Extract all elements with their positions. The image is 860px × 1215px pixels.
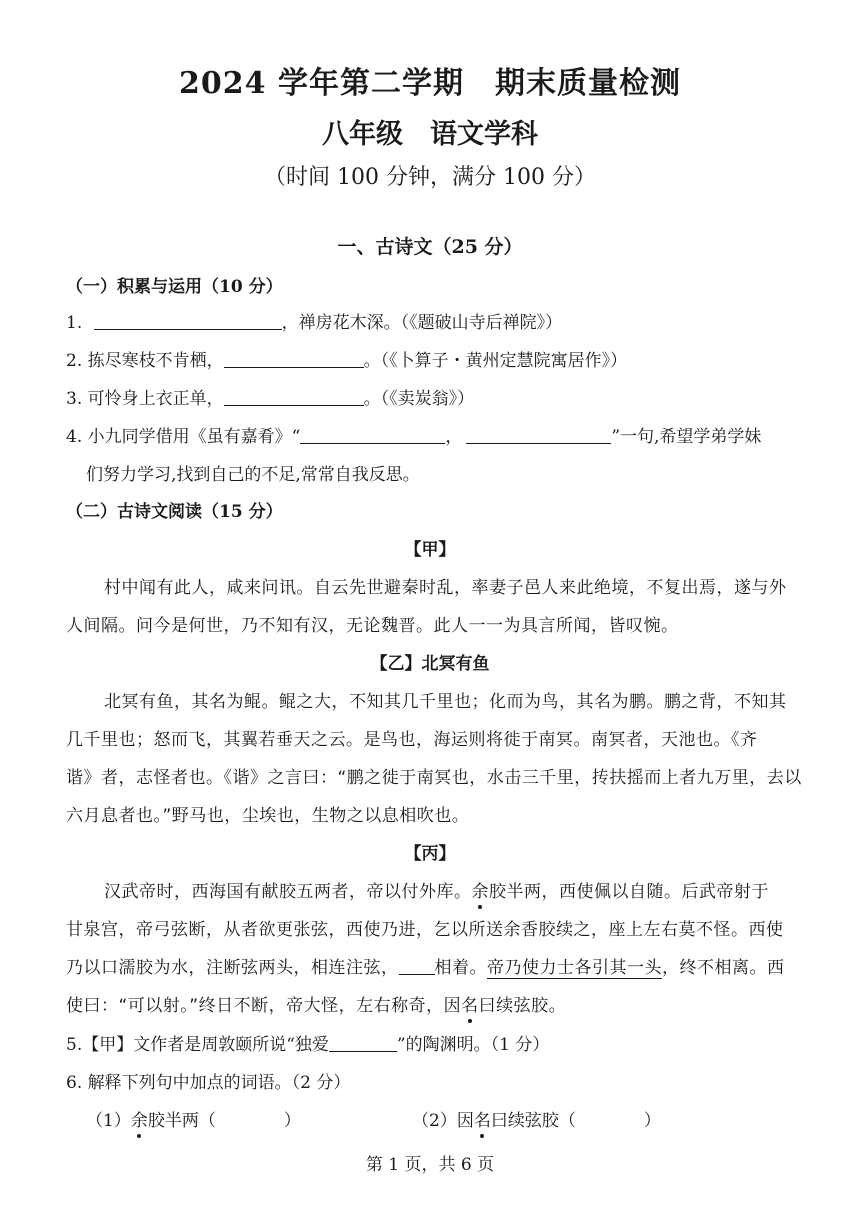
exam-time-note: （时间 100 分钟，满分 100 分） [264,165,596,190]
passage-yi-line-4: 六月息者也。”野马也，尘埃也，生物之以息相吹也。 [66,806,470,826]
exam-title: 2024 学年第二学期 期末质量检测 [179,66,681,101]
question-4-line-2: 们努力学习,找到自己的不足,常常自我反思。 [86,465,420,485]
passage-bing-line-4 [66,991,566,1016]
question-6-item-2b: 曰续弦胶（ ） [490,1111,661,1131]
question-1 [66,308,562,333]
question-3-prefix: 3. 可怜身上衣正单， [66,389,224,409]
question-5-suffix: ”的陶渊明。（1 分） [396,1035,550,1055]
question-6-item-2[interactable] [412,1106,661,1131]
answer-blank-3[interactable] [224,387,364,406]
answer-blank-5[interactable] [329,1033,397,1052]
question-3-text: 。（《卖炭翁》） [363,389,475,409]
passage-yi-line-3: 谐》者，志怪者也。《谐》之言曰：“鹏之徙于南冥也，水击三千里，抟扶摇而上者九万里，去以 [66,768,802,788]
passage-bing-line-1b: 胶半两，西使佩以自随。后武帝射于 [489,882,769,902]
question-6-item-2a: （2）因 [412,1111,474,1131]
passage-bing-line-3 [66,953,785,978]
answer-blank-4a[interactable] [300,425,445,444]
passage-bing-line-3c: ，终不相离。西 [662,958,785,978]
question-4-suffix: ”一句,希望学弟学妹 [611,427,762,447]
question-1-number: 1. [66,313,83,333]
question-4-prefix: 4. 小九同学借用《虽有嘉肴》“ [66,427,301,447]
question-5-prefix: 5.【甲】文作者是周敦颐所说“独爱 [66,1035,329,1055]
passage-bing-heading: 【丙】 [404,844,456,864]
question-6: 6. 解释下列句中加点的词语。（2 分） [66,1073,351,1093]
passage-yi-heading: 【乙】北冥有鱼 [370,654,490,674]
question-5 [66,1030,549,1055]
passage-bing-line-4a: 使曰：“可以射。”终日不断，帝大怪，左右称奇，因 [66,996,462,1016]
dotted-word-ming-q6: 名 [473,1111,491,1131]
question-2-text: 。（《卜算子・黄州定慧院寓居作》） [363,351,628,371]
passage-yi-line-2: 几千里也；怒而飞，其翼若垂天之云。是鸟也，海运则将徙于南冥。南冥者，天池也。《齐 [66,730,758,750]
exam-subtitle: 八年级 语文学科 [322,119,538,150]
passage-bing-line-4b: 曰续弦胶。 [478,996,567,1016]
question-4 [66,422,761,447]
question-3 [66,384,474,409]
dotted-word-yu-q6: 余 [130,1111,148,1131]
passage-bing-line-2: 甘泉宫，帝弓弦断，从者欲更张弦，西使乃进，乞以所送余香胶续之，座上左右莫不怪。西使 [66,920,784,940]
question-6-item-1[interactable] [86,1106,301,1131]
question-6-item-1a: （1） [86,1111,131,1131]
answer-blank-2[interactable] [224,349,364,368]
question-4-separator: ， [445,427,463,447]
passage-bing-line-1 [104,877,769,902]
answer-blank-1[interactable] [94,311,282,330]
answer-blank-bing[interactable] [399,956,435,975]
passage-yi-line-1: 北冥有鱼，其名为鲲。鲲之大，不知其几千里也；化而为鸟，其名为鹏。鹏之背，不知其 [104,692,787,712]
underlined-sentence: 帝乃使力士各引其一头 [487,958,662,978]
page-number: 第 1 页，共 6 页 [365,1155,495,1175]
passage-bing-line-1a: 汉武帝时，西海国有献胶五两者，帝以付外库。 [104,882,472,902]
answer-blank-4b[interactable] [466,425,611,444]
part-1-title: （一）积累与运用（10 分） [66,277,283,297]
section-1-title: 一、古诗文（25 分） [337,236,523,258]
passage-jia-line-1: 村中闻有此人，咸来问讯。自云先世避秦时乱，率妻子邑人来此绝境，不复出焉，遂与外 [104,578,787,598]
question-2-prefix: 2. 拣尽寒枝不肯栖， [66,351,224,371]
passage-jia-line-2: 人间隔。问今是何世，乃不知有汉，无论魏晋。此人一一为具言所闻，皆叹惋。 [66,616,679,636]
dotted-word-yu: 余 [471,882,489,902]
passage-bing-line-3a: 乃以口濡胶为水，注断弦两头，相连注弦， [66,958,399,978]
question-6-item-1b: 胶半两（ ） [147,1111,301,1131]
question-1-text: ，禅房花木深。（《题破山寺后禅院》） [281,313,563,333]
part-2-title: （二）古诗文阅读（15 分） [66,502,283,522]
passage-bing-line-3b: 相着。 [434,958,487,978]
dotted-word-ming: 名 [461,996,479,1016]
question-2 [66,346,627,371]
passage-jia-heading: 【甲】 [404,540,456,560]
